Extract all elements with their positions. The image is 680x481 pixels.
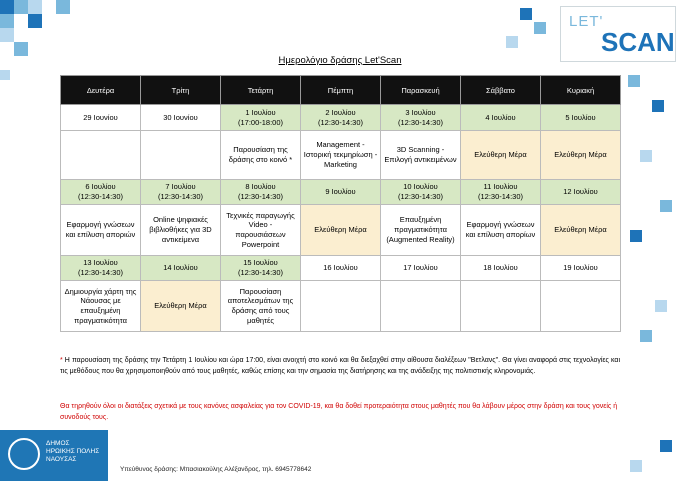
table-cell: [461, 281, 541, 332]
table-cell: [61, 131, 141, 180]
lets-scan-logo: [560, 6, 676, 62]
page-title: Ημερολόγιο δράσης Let'Scan: [278, 55, 402, 66]
emblem-text: [46, 440, 99, 463]
emblem-line1: ΔΗΜΟΣ: [46, 440, 70, 447]
logo-scan-text: SCAN: [601, 27, 675, 57]
table-cell: Ελεύθερη Μέρα: [301, 205, 381, 256]
table-cell: [541, 281, 621, 332]
table-cell: Εφαρμογή γνώσεων και επίλυση αποριών: [61, 205, 141, 256]
table-cell: 5 Ιουλίου: [541, 105, 621, 131]
table-cell: Δημιουργία χάρτη της Νάουσας με επαυξημένη πραγματικότητα: [61, 281, 141, 332]
table-cell: Online ψηφιακές βιβλιοθήκες για 3D αντικείμενα: [141, 205, 221, 256]
table-cell: 2 Ιουλίου (12:30-14:30): [301, 105, 381, 131]
table-cell: 11 Ιουλίου (12:30-14:30): [461, 180, 541, 205]
table-row: [61, 180, 621, 205]
schedule-table: [60, 75, 621, 332]
table-row: [61, 256, 621, 281]
day-header: Κυριακή: [541, 76, 621, 105]
table-cell: Management - Ιστορική τεκμηρίωση - Marketing: [301, 131, 381, 180]
table-cell: Τεχνικές παραγωγής Video - παρουσιάσεων Powerpoint: [221, 205, 301, 256]
table-row: [61, 281, 621, 332]
emblem-seal-icon: [8, 438, 40, 470]
table-cell: 18 Ιουλίου: [461, 256, 541, 281]
table-cell: 4 Ιουλίου: [461, 105, 541, 131]
table-cell: 3D Scanning - Επιλογή αντικειμένων: [381, 131, 461, 180]
table-cell: Επαυξημένη πραγματικότητα (Augmented Reality): [381, 205, 461, 256]
table-cell: [381, 281, 461, 332]
table-cell: Ελεύθερη Μέρα: [461, 131, 541, 180]
table-cell: 29 Ιουνίου: [61, 105, 141, 131]
day-header: Πέμπτη: [301, 76, 381, 105]
table-cell: 10 Ιουλίου (12:30-14:30): [381, 180, 461, 205]
table-row: [61, 205, 621, 256]
table-cell: 15 Ιουλίου (12:30-14:30): [221, 256, 301, 281]
table-cell: 12 Ιουλίου: [541, 180, 621, 205]
footer-contact: Υπεύθυνος δράσης: Μπασιακούλης Αλέξανδρος, τηλ. 6945778642: [120, 466, 312, 473]
municipality-emblem: [0, 430, 108, 481]
table-cell: 13 Ιουλίου (12:30-14:30): [61, 256, 141, 281]
table-cell: 8 Ιουλίου (12:30-14:30): [221, 180, 301, 205]
table-cell: [141, 131, 221, 180]
table-cell: 7 Ιουλίου (12:30-14:30): [141, 180, 221, 205]
table-cell: 30 Ιουνίου: [141, 105, 221, 131]
table-cell: Ελεύθερη Μέρα: [141, 281, 221, 332]
table-cell: Εφαρμογή γνώσεων και επίλυση απορίων: [461, 205, 541, 256]
day-header: Σάββατο: [461, 76, 541, 105]
table-header-row: [61, 76, 621, 105]
presentation-note: [60, 356, 620, 378]
table-cell: 17 Ιουλίου: [381, 256, 461, 281]
table-cell: Ελεύθερη Μέρα: [541, 131, 621, 180]
emblem-line3: ΝΑΟΥΣΑΣ: [46, 455, 77, 463]
table-cell: 1 Ιουλίου (17:00-18:00): [221, 105, 301, 131]
table-cell: Παρουσίαση αποτελεσμάτων της δράσης από τους μαθητές: [221, 281, 301, 332]
asterisk: *: [60, 357, 63, 364]
table-cell: 19 Ιουλίου: [541, 256, 621, 281]
emblem-line2: ΗΡΩΙΚΗΣ ΠΟΛΗΣ: [46, 447, 100, 455]
day-header: Παρασκευή: [381, 76, 461, 105]
table-cell: 9 Ιουλίου: [301, 180, 381, 205]
covid-note: Θα τηρηθούν όλοι οι διατάξεις σχετικά με τους κανόνες ασφαλείας για τον COVID-19, και θα δοθεί προτεραιότητα στους μαθητές που θα λάβουν μέρος στην δράση και τους γονείς ή συνοδούς τους.: [60, 403, 618, 421]
table-cell: 16 Ιουλίου: [301, 256, 381, 281]
table-cell: 6 Ιουλίου (12:30-14:30): [61, 180, 141, 205]
table-row: [61, 105, 621, 131]
table-cell: Ελεύθερη Μέρα: [541, 205, 621, 256]
table-row: [61, 131, 621, 180]
logo-lets-text: LET': [569, 13, 604, 30]
day-header: Τετάρτη: [221, 76, 301, 105]
table-cell: 14 Ιουλίου: [141, 256, 221, 281]
day-header: Δευτέρα: [61, 76, 141, 105]
table-cell: [301, 281, 381, 332]
presentation-note-text: Η παρουσίαση της δράσης την Τετάρτη 1 Ιουλίου και ώρα 17:00, είναι ανοιχτή στο κοινό και θα διεξαχθεί στην αίθουσα διαλέξεων "Βετλανς". Θα γίνει αναφορά στις τεχνολογίες και τις μεθόδους που θα χρησιμοποιηθούν από τους μαθητές, καθώς επίσης και την σημασία της διατήρησης και της ανάδειξης της πολιτιστικής κληρονομιάς.: [60, 357, 620, 375]
day-header: Τρίτη: [141, 76, 221, 105]
table-cell: 3 Ιουλίου (12:30-14:30): [381, 105, 461, 131]
table-cell: Παρουσίαση της δράσης στο κοινό *: [221, 131, 301, 180]
